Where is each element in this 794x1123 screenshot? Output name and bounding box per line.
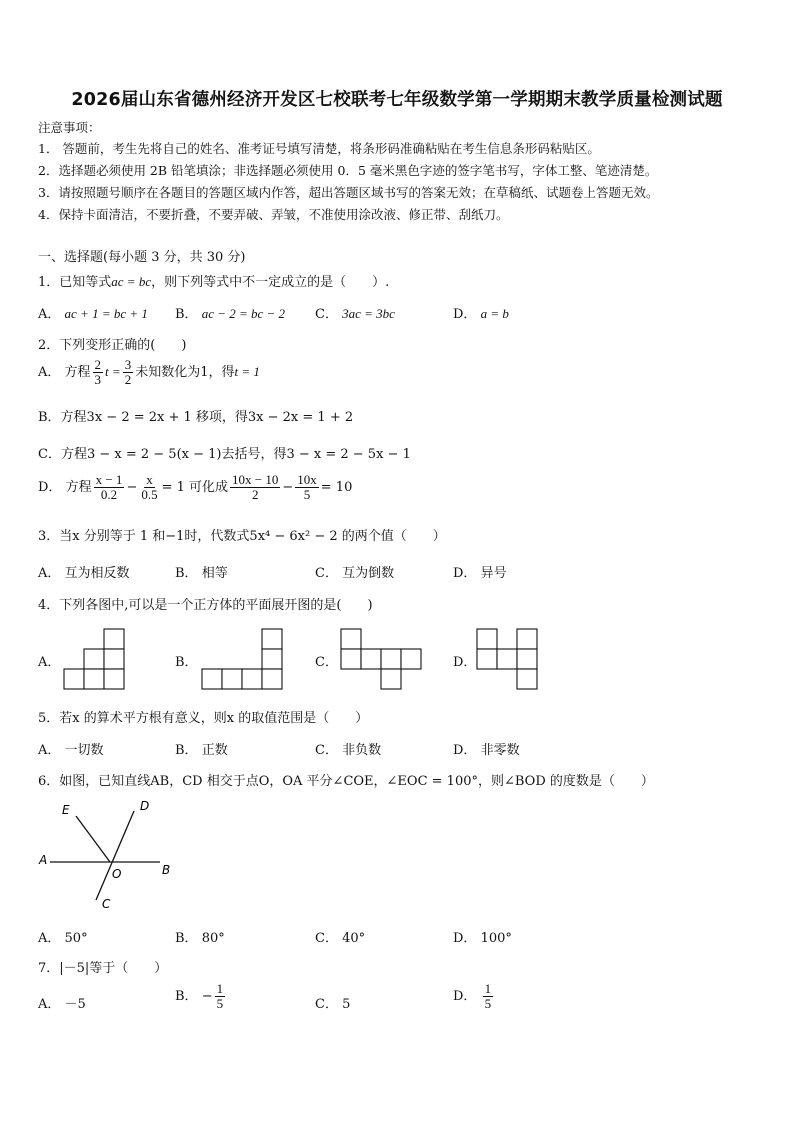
frac-num: 10x	[297, 472, 317, 487]
option-math: −	[201, 989, 213, 1004]
q5-option-c[interactable]	[315, 739, 381, 758]
option-text: = 1 可化成	[161, 480, 229, 495]
q7-option-c[interactable]	[315, 993, 350, 1012]
option-label: A．	[38, 566, 61, 581]
notice-heading: 注意事项：	[38, 120, 101, 135]
q6-option-c[interactable]	[315, 927, 365, 946]
option-label: C．	[315, 743, 338, 758]
q6-option-a[interactable]	[38, 927, 88, 946]
q1-option-b[interactable]	[175, 303, 285, 322]
q6-option-d[interactable]	[453, 927, 512, 946]
option-label: C．	[315, 931, 338, 946]
notice-item: 1． 答题前，考生先将自己的姓名、准考证号填写清楚，将条形码准确粘贴在考生信息条形码粘贴区。	[38, 141, 600, 156]
option-math: = 10	[320, 480, 353, 495]
label-b: B	[162, 863, 171, 877]
option-text: 40°	[342, 931, 366, 946]
option-text: 一切数	[64, 743, 104, 758]
fraction	[94, 473, 125, 502]
q3-option-d[interactable]	[453, 562, 507, 581]
q1-option-d[interactable]	[453, 303, 509, 322]
q1-pre: 1．已知等式	[38, 275, 112, 290]
option-text: ac − 2 = bc − 2	[201, 306, 286, 321]
label-d: D	[140, 799, 150, 813]
question-7-stem: 7．|－5|等于（ ）	[38, 961, 168, 976]
question-1-stem	[38, 271, 389, 290]
option-text: －5	[64, 997, 86, 1012]
q6-line-figure	[36, 796, 186, 916]
q5-option-d[interactable]	[453, 739, 520, 758]
q4-option-c-label[interactable]: C．	[315, 655, 338, 670]
fraction	[139, 473, 159, 502]
q7-option-d[interactable]	[453, 982, 495, 1011]
frac-den: 5	[484, 996, 492, 1011]
option-text: 方程	[64, 365, 91, 380]
option-text: 80°	[201, 931, 225, 946]
frac-num: 1	[484, 981, 492, 996]
option-text: 50°	[64, 931, 88, 946]
label-e: E	[62, 803, 70, 817]
option-label: C．	[315, 566, 338, 581]
frac-den: 5	[303, 487, 311, 502]
q4-option-a-label[interactable]: A．	[38, 655, 61, 670]
frac-den: 5	[216, 996, 224, 1011]
option-label: A．	[38, 365, 61, 380]
option-math: −	[126, 480, 138, 495]
option-text: a = b	[480, 306, 509, 321]
option-label: D．	[453, 989, 477, 1004]
frac-num: 2	[94, 357, 102, 372]
option-math: t = 1	[234, 364, 260, 379]
question-6-stem: 6．如图，已知直线AB，CD 相交于点O，OA 平分∠COE，∠EOC = 100°，则∠BOD 的度数是（ ）	[38, 774, 654, 789]
q4-option-b-label[interactable]: B．	[175, 655, 198, 670]
notice-item: 4．保持卡面清洁，不要折叠，不要弄破、弄皱，不准使用涂改液、修正带、刮纸刀。	[38, 207, 509, 222]
option-text: ac + 1 = bc + 1	[64, 306, 148, 321]
q7-option-a[interactable]	[38, 993, 86, 1012]
fraction	[295, 473, 319, 502]
option-text: 5	[342, 997, 351, 1012]
q3-option-a[interactable]	[38, 562, 130, 581]
option-text: 非负数	[342, 743, 382, 758]
option-label: C．	[315, 307, 338, 322]
option-text: 非零数	[480, 743, 520, 758]
q1-option-c[interactable]	[315, 303, 395, 322]
q4-net-d[interactable]	[475, 628, 541, 692]
option-math: −	[282, 480, 294, 495]
label-a: A	[39, 853, 48, 867]
fraction	[230, 473, 280, 502]
fraction	[215, 982, 226, 1011]
option-label: D．	[453, 307, 477, 322]
option-label: D．	[453, 931, 477, 946]
q1-option-a[interactable]	[38, 303, 148, 322]
option-text: 方程	[65, 480, 92, 495]
option-text: 正数	[201, 743, 228, 758]
q1-expr: ac = bc	[111, 274, 152, 289]
option-label: D．	[38, 480, 62, 495]
option-label: B．	[175, 931, 198, 946]
option-label: A．	[38, 997, 61, 1012]
option-label: B．	[175, 307, 198, 322]
q3-option-b[interactable]	[175, 562, 228, 581]
option-label: D．	[453, 743, 477, 758]
q4-net-c[interactable]	[339, 628, 423, 692]
frac-num: 3	[124, 357, 132, 372]
question-5-stem: 5．若x 的算术平方根有意义，则x 的取值范围是（ ）	[38, 711, 369, 726]
frac-den: 0.2	[100, 487, 118, 502]
frac-den: 2	[251, 487, 259, 502]
option-text: 100°	[480, 931, 512, 946]
q4-net-a[interactable]	[62, 628, 126, 692]
q6-option-b[interactable]	[175, 927, 225, 946]
q1-post: ，则下列等式中不一定成立的是（ ）.	[151, 275, 390, 290]
option-text: 互为倒数	[342, 566, 395, 581]
q4-option-d-label[interactable]: D．	[453, 655, 477, 670]
section-heading: 一、选择题(每小题 3 分，共 30 分)	[38, 250, 246, 265]
q5-option-a[interactable]	[38, 739, 104, 758]
label-o: O	[112, 867, 122, 881]
option-label: C．	[315, 997, 338, 1012]
option-text: 相等	[201, 566, 228, 581]
q4-net-b[interactable]	[200, 628, 284, 692]
fraction	[93, 358, 104, 387]
question-4-stem: 4．下列各图中,可以是一个正方体的平面展开图的是( )	[38, 598, 373, 613]
frac-num: x − 1	[95, 472, 123, 487]
notice-item: 2．选择题必须使用 2B 铅笔填涂；非选择题必须使用 0．5 毫米黑色字迹的签字笔书写，字体工整、笔迹清楚。	[38, 163, 658, 178]
fraction	[483, 982, 494, 1011]
option-text: 3ac = 3bc	[342, 306, 395, 321]
option-label: A．	[38, 307, 61, 322]
option-text: 互为相反数	[64, 566, 130, 581]
notice-item: 3．请按照题号顺序在各题目的答题区域内作答，超出答题区域书写的答案无效；在草稿纸、试题卷上答题无效。	[38, 185, 659, 200]
q3-option-c[interactable]	[315, 562, 394, 581]
option-text: 未知数化为1，得	[135, 365, 235, 380]
page-title: 2026届山东省德州经济开发区七校联考七年级数学第一学期期末教学质量检测试题	[71, 90, 723, 110]
frac-den: 3	[94, 372, 102, 387]
option-label: B．	[175, 566, 198, 581]
frac-num: 1	[216, 981, 224, 996]
option-label: B．	[175, 989, 198, 1004]
frac-num: x	[146, 472, 153, 487]
option-text: 异号	[480, 566, 507, 581]
frac-den: 0.5	[141, 487, 158, 502]
q2-option-c[interactable]: C．方程3 − x = 2 − 5(x − 1)去括号，得3 − x = 2 − 5x − 1	[38, 447, 411, 462]
option-label: A．	[38, 743, 61, 758]
q5-option-b[interactable]	[175, 739, 228, 758]
option-label: D．	[453, 566, 477, 581]
option-math: t =	[105, 364, 121, 379]
question-2-stem: 2．下列变形正确的( )	[38, 338, 187, 353]
q2-option-d[interactable]	[38, 473, 352, 502]
q2-option-a[interactable]	[38, 358, 260, 387]
label-c: C	[102, 897, 111, 911]
frac-num: 10x − 10	[232, 472, 279, 487]
q2-option-b[interactable]: B．方程3x − 2 = 2x + 1 移项，得3x − 2x = 1 + 2	[38, 410, 354, 425]
option-label: B．	[175, 743, 198, 758]
question-3-stem: 3．当x 分别等于 1 和−1时，代数式5x⁴ − 6x² − 2 的两个值（ ）	[38, 529, 446, 544]
q7-option-b[interactable]	[175, 982, 227, 1011]
frac-den: 2	[124, 372, 132, 387]
option-label: A．	[38, 931, 61, 946]
fraction	[123, 358, 134, 387]
